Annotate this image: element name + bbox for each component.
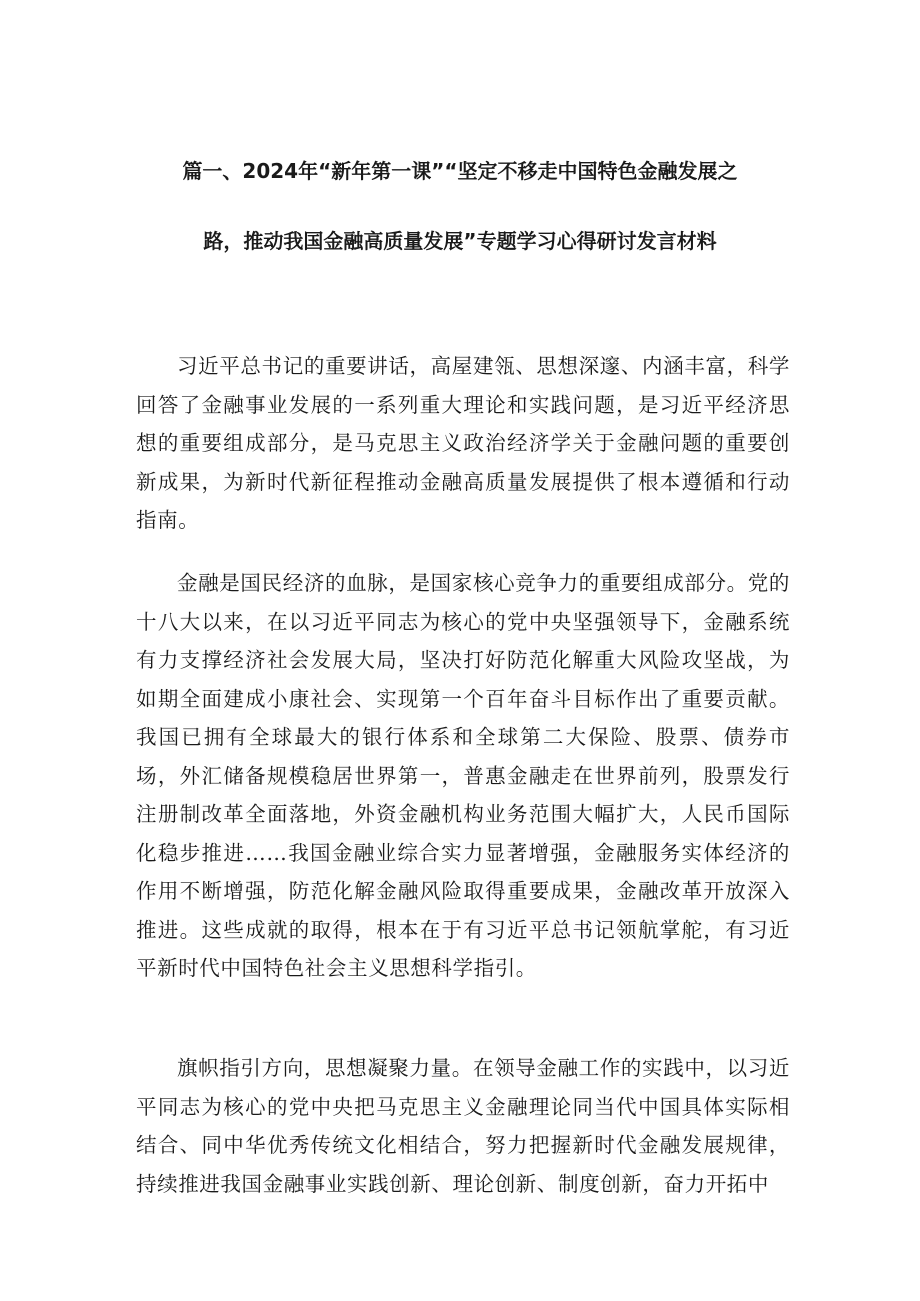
document-title-line-1: 篇一、2024年“新年第一课”“坚定不移走中国特色金融发展之 — [182, 159, 738, 183]
body-paragraph-3: 旗帜指引方向，思想凝聚力量。在领导金融工作的实践中，以习近平同志为核心的党中央把马克思主义金融理论同当代中国具体实际相结合、同中华优秀传统文化相结合，努力把握新时代金融发展规律，持续推进我国金融事业实践创新、理论创新、制度创新，奋力开拓中 — [136, 1056, 790, 1196]
body-paragraph-1: 习近平总书记的重要讲话，高屋建瓴、思想深邃、内涵丰富，科学回答了金融事业发展的一系列重大理论和实践问题，是习近平经济思想的重要组成部分，是马克思主义政治经济学关于金融问题的重要创新成果，为新时代新征程推动金融高质量发展提供了根本遵循和行动指南。 — [136, 354, 790, 532]
body-paragraph-2: 金融是国民经济的血脉，是国家核心竞争力的重要组成部分。党的十八大以来，在以习近平同志为核心的党中央坚强领导下，金融系统有力支撑经济社会发展大局，坚决打好防范化解重大风险攻坚战，为如期全面建成小康社会、实现第一个百年奋斗目标作出了重要贡献。我国已拥有全球最大的银行体系和全球第二大保险、股票、债券市场，外汇储备规模稳居世界第一，普惠金融走在世界前列，股票发行注册制改革全面落地，外资金融机构业务范围大幅扩大，人民币国际化稳步推进……我国金融业综合实力显著增强，金融服务实体经济的作用不断增强，防范化解金融风险取得重要成果，金融改革开放深入推进。这些成就的取得，根本在于有习近平总书记领航掌舵，有习近平新时代中国特色社会主义思想科学指引。 — [136, 571, 790, 980]
document-title-line-2: 路，推动我国金融高质量发展”专题学习心得研讨发言材料 — [203, 229, 717, 253]
